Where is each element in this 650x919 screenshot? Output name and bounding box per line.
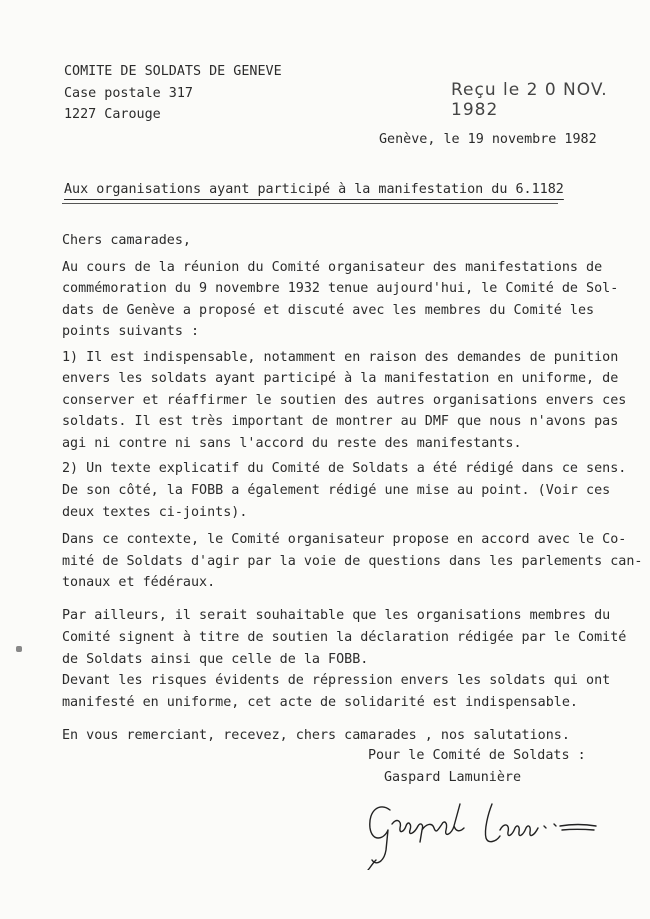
- body-line: Comité signent à titre de soutien la déclaration rédigée par le Comité: [62, 630, 627, 645]
- body-line: 2) Un texte explicatif du Comité de Soldats a été rédigé dans ce sens.: [62, 461, 627, 476]
- body-line: conserver et réaffirmer le soutien des autres organisations envers ces: [62, 393, 627, 408]
- letter-subject: Aux organisations ayant participé à la manifestation du 6.1182: [64, 182, 564, 197]
- received-stamp: Reçu le 2 0 NOV. 1982: [451, 80, 608, 120]
- body-line: agi ni contre ni sans l'accord du reste des manifestants.: [62, 436, 522, 451]
- signature-role: Pour le Comité de Soldats :: [368, 748, 586, 763]
- sender-city: 1227 Carouge: [64, 107, 161, 122]
- body-line: Dans ce contexte, le Comité organisateur propose en accord avec le Co-: [62, 532, 627, 547]
- body-line: De son côté, la FOBB a également rédigé une mise au point. (Voir ces: [62, 483, 611, 498]
- body-line: commémoration du 9 novembre 1932 tenue aujourd'hui, le Comité de Sol-: [62, 281, 619, 296]
- greeting: Chers camarades,: [62, 233, 191, 248]
- body-line: dats de Genève a proposé et discuté avec les membres du Comité les: [62, 303, 595, 318]
- body-line: Au cours de la réunion du Comité organisateur des manifestations de: [62, 260, 603, 275]
- body-line: 1) Il est indispensable, notamment en raison des demandes de punition: [62, 350, 619, 365]
- body-line: tonaux et fédéraux.: [62, 575, 216, 590]
- letter-date: Genève, le 19 novembre 1982: [379, 132, 597, 147]
- body-line: mité de Soldats d'agir par la voie de questions dans les parlements can-: [62, 554, 643, 569]
- body-line: de Soldats ainsi que celle de la FOBB.: [62, 652, 369, 667]
- body-line: manifesté en uniforme, cet acte de solidarité est indispensable.: [62, 695, 578, 710]
- body-line: deux textes ci-joints).: [62, 505, 248, 520]
- body-line: Devant les risques évidents de répression envers les soldats qui ont: [62, 673, 611, 688]
- closing-line: En vous remerciant, recevez, chers camarades , nos salutations.: [62, 728, 570, 743]
- body-line: soldats. Il est très important de montrer au DMF que nous n'avons pas: [62, 414, 619, 429]
- subject-underline-rule: [62, 203, 558, 204]
- body-line: points suivants :: [62, 324, 200, 339]
- body-line: Par ailleurs, il serait souhaitable que les organisations membres du: [62, 608, 611, 623]
- sender-organization: COMITE DE SOLDATS DE GENEVE: [64, 64, 282, 79]
- handwritten-signature: [350, 790, 600, 870]
- margin-punch-mark: [16, 646, 22, 652]
- sender-case-postale: Case postale 317: [64, 86, 193, 101]
- signer-name: Gaspard Lamunière: [384, 770, 522, 785]
- body-line: envers les soldats ayant participé à la manifestation en uniforme, de: [62, 371, 619, 386]
